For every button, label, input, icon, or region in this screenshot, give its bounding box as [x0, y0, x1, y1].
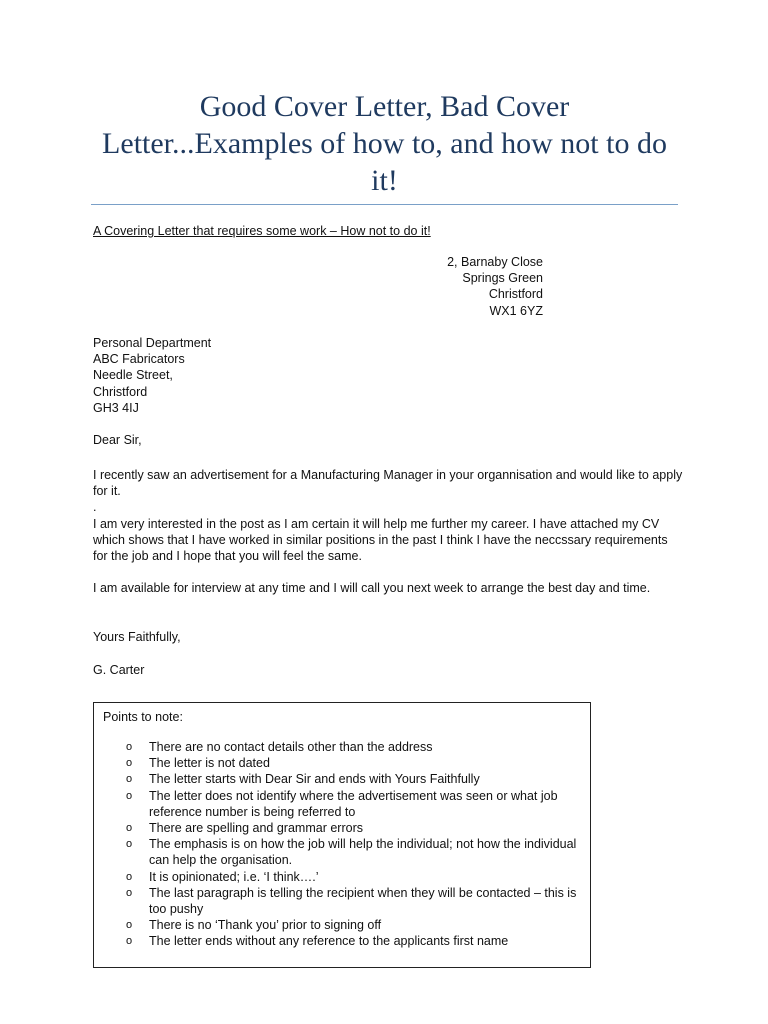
recipient-address-line: Christford: [93, 384, 148, 399]
recipient-address-line: Personal Department: [93, 336, 212, 350]
list-item-text: There is no ‘Thank you’ prior to signing off: [149, 918, 382, 933]
signature: G. Carter: [93, 663, 145, 677]
circle-bullet-icon: o: [126, 757, 133, 770]
letter-body: [93, 467, 683, 612]
list-item: [94, 869, 592, 885]
circle-bullet-icon: o: [126, 935, 133, 948]
recipient-address: [93, 335, 211, 416]
list-item: [94, 917, 592, 933]
list-item-text: There are spelling and grammar errors: [149, 821, 363, 836]
list-item: [94, 885, 592, 917]
recipient-address-line: ABC Fabricators: [93, 352, 185, 367]
circle-bullet-icon: o: [126, 886, 133, 899]
list-item: [94, 788, 592, 820]
body-paragraph: I am available for interview at any time and I will call you next week to arrange the best day and time.: [93, 581, 651, 596]
list-item-text: The letter does not identify where the advertisement was seen or what job reference number is being referred to: [149, 788, 558, 819]
list-item-text: The last paragraph is telling the recipient when they will be contacted – this is too pushy: [149, 885, 577, 917]
circle-bullet-icon: o: [126, 822, 133, 835]
list-item-text: There are no contact details other than the address: [149, 740, 433, 754]
list-item-text: The letter is not dated: [149, 756, 270, 771]
list-item: [94, 755, 592, 771]
notes-box: [93, 702, 591, 968]
body-paragraph: I recently saw an advertisement for a Manufacturing Manager in your organnisation and would like to apply for it.: [93, 468, 683, 499]
notes-heading: Points to note:: [103, 710, 183, 724]
title-divider: [91, 204, 678, 205]
circle-bullet-icon: o: [126, 741, 133, 753]
list-item: [94, 771, 592, 787]
list-item: [94, 933, 592, 949]
list-item: [94, 739, 592, 755]
sender-address-line: Christford: [488, 287, 543, 302]
circle-bullet-icon: o: [126, 773, 133, 786]
list-item: [94, 836, 592, 868]
list-item-text: The letter starts with Dear Sir and ends with Yours Faithfully: [149, 772, 480, 787]
closing: Yours Faithfully,: [93, 630, 181, 644]
sender-address-line: 2, Barnaby Close: [447, 255, 543, 269]
salutation: Dear Sir,: [93, 433, 142, 447]
recipient-address-line: Needle Street,: [93, 368, 173, 383]
notes-list: [94, 739, 592, 950]
list-item-text: The letter ends without any reference to the applicants first name: [149, 934, 509, 949]
list-item-text: The emphasis is on how the job will help the individual; not how the individual can help the organisation.: [149, 837, 577, 868]
page-title: Good Cover Letter, Bad Cover Letter...Examples of how to, and how not to do it!: [102, 90, 667, 197]
list-item-text: It is opinionated; i.e. ‘I think….’: [149, 869, 319, 884]
body-paragraph-dot: .: [93, 500, 97, 515]
circle-bullet-icon: o: [126, 870, 133, 883]
circle-bullet-icon: o: [126, 789, 133, 802]
circle-bullet-icon: o: [126, 838, 133, 851]
section-subtitle: A Covering Letter that requires some work – How not to do it!: [93, 224, 431, 238]
body-paragraph: I am very interested in the post as I am certain it will help me further my career. I have attached my CV which shows that I have worked in similar positions in the past I think I have the neccssary requirements for the job and I hope that you will feel the same.: [93, 516, 668, 564]
sender-address-line: WX1 6YZ: [489, 303, 543, 318]
circle-bullet-icon: o: [126, 919, 133, 932]
list-item: [94, 820, 592, 836]
recipient-address-line: GH3 4IJ: [93, 400, 139, 415]
sender-address: [447, 254, 543, 319]
sender-address-line: Springs Green: [462, 271, 543, 286]
